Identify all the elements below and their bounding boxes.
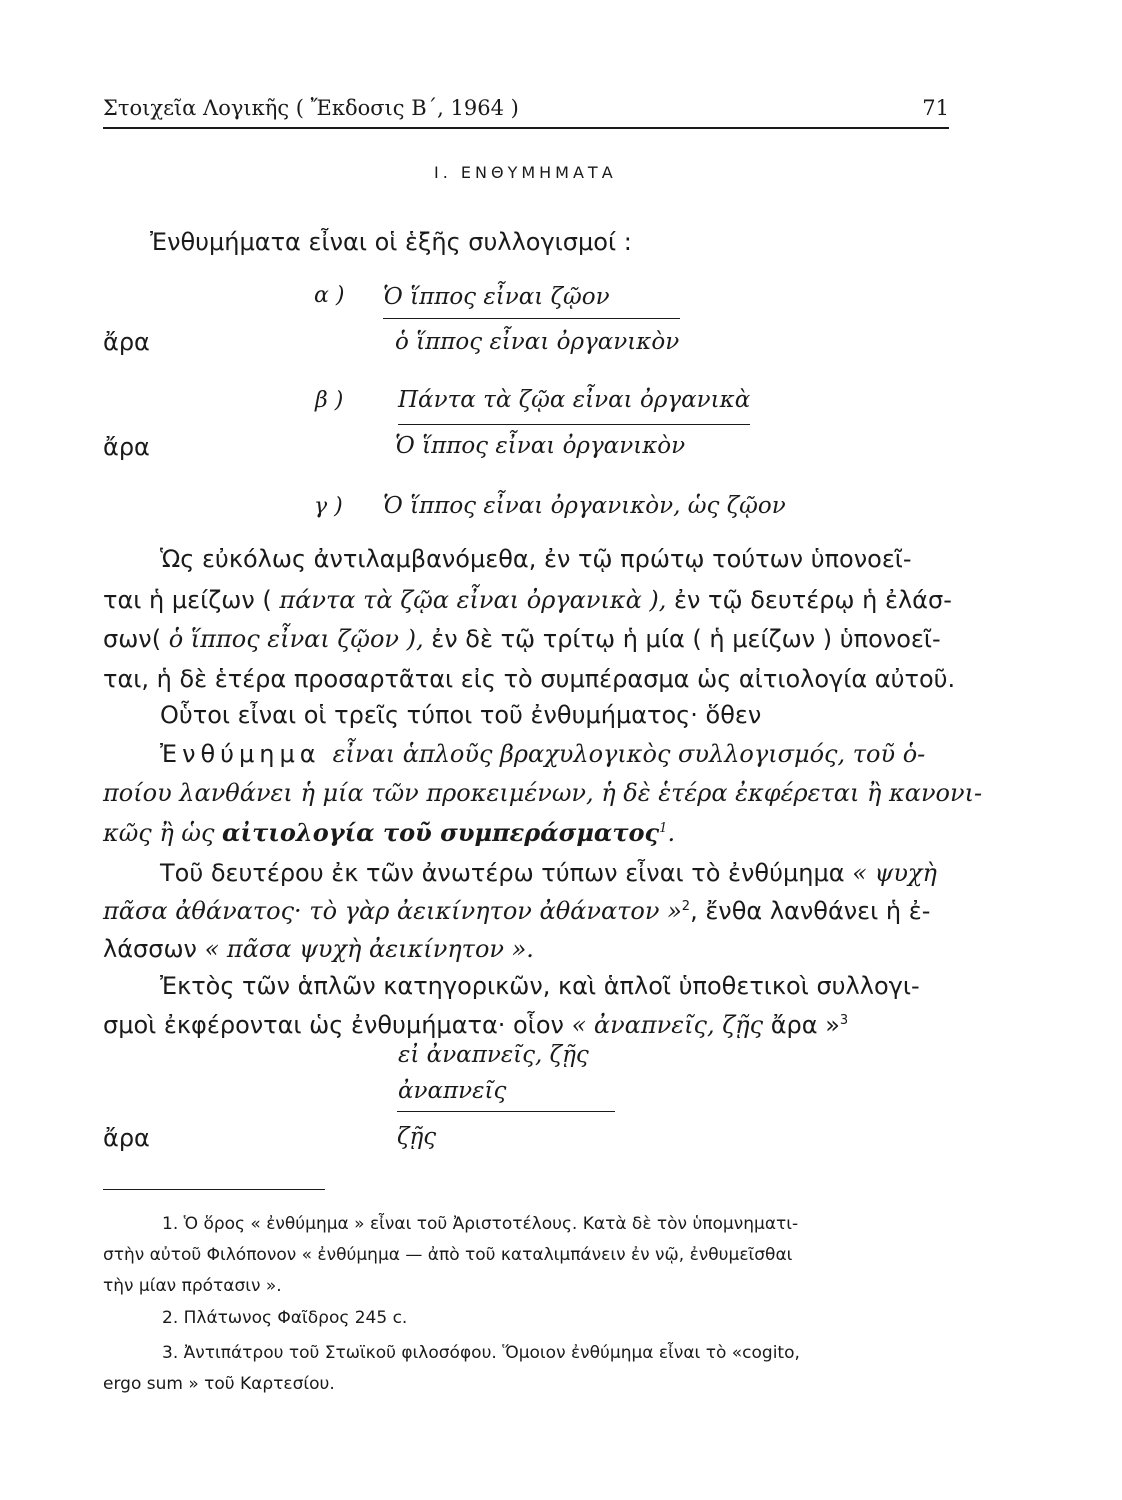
definition-line3: κῶς ἢ ὡς αἰτιολογία τοῦ συμπεράσματος$^1$.: [103, 818, 676, 847]
syllogism-b-rule: [398, 424, 750, 425]
footnote-2: 2. Πλάτωνος Φαῖδρος 245 c.: [162, 1308, 408, 1328]
para1-line4: ται, ἡ δὲ ἑτέρα προσαρτᾶται εἰς τὸ συμπέρασμα ὡς αἰτιολογία αὐτοῦ.: [103, 665, 956, 693]
footnote-1-line3: τὴν μίαν πρότασιν ».: [103, 1276, 282, 1296]
section-heading: I. ΕΝΘΥΜΗΜΑΤΑ: [434, 163, 617, 182]
running-header: Στοιχεῖα Λογικῆς ( Ἔκδοσις Β΄, 1964 ): [103, 96, 519, 120]
syllogism-g-statement: Ὁ ἵππος εἶναι ὀργανικὸν, ὡς ζῷον: [383, 493, 786, 519]
para4-line1: Ἐκτὸς τῶν ἁπλῶν κατηγορικῶν, καὶ ἁπλοῖ ὑποθετικοὶ συλλογι-: [160, 972, 920, 1000]
hypothetical-rule: [397, 1111, 615, 1112]
intro-sentence: Ἐνθυμήματα εἶναι οἱ ἑξῆς συλλογισμοί :: [150, 228, 632, 256]
syllogism-a-premise: Ὁ ἵππος εἶναι ζῷον: [383, 284, 610, 310]
header-rule: [103, 127, 949, 129]
definition-line2: ποίου λανθάνει ἡ μία τῶν προκειμένων, ἡ δὲ ἑτέρα ἐκφέρεται ἢ κανονι-: [103, 779, 983, 807]
page-number: 71: [922, 96, 949, 120]
para3-line3: λάσσων « πᾶσα ψυχὴ ἀεικίνητον ».: [103, 935, 534, 963]
para4-line2: σμοὶ ἐκφέρονται ὡς ἐνθυμήματα· οἷον « ἀναπνεῖς, ζῇς ἄρα »$^3$: [103, 1011, 849, 1039]
hypothetical-conclusion: ζῇς: [397, 1124, 437, 1150]
syllogism-b-label: β ): [315, 388, 344, 413]
footnote-1-line1: 1. Ὁ ὅρος « ἐνθύμημα » εἶναι τοῦ Ἀριστοτέλους. Κατὰ δὲ τὸν ὑπομνηματι-: [162, 1214, 799, 1234]
syllogism-a-label: α ): [314, 283, 345, 308]
ara-label-a: ἄρα: [103, 328, 150, 356]
syllogism-a-rule: [383, 318, 680, 319]
hypothetical-premise2: ἀναπνεῖς: [398, 1078, 507, 1104]
para3-line1: Τοῦ δευτέρου ἐκ τῶν ἀνωτέρω τύπων εἶναι τὸ ἐνθύμημα « ψυχὴ: [160, 859, 937, 887]
syllogism-g-label: γ ): [314, 494, 343, 519]
definition-line1: Ἐνθύμημα εἶναι ἁπλοῦς βραχυλογικὸς συλλογισμός, τοῦ ὁ-: [160, 740, 926, 768]
footnote-3-line2: ergo sum » τοῦ Καρτεσίου.: [103, 1374, 335, 1394]
ara-label-hypothetical: ἄρα: [103, 1124, 150, 1152]
para1-line2: ται ἡ μείζων ( πάντα τὰ ζῷα εἶναι ὀργανικὰ ), ἐν τῷ δευτέρῳ ἡ ἐλάσ-: [103, 586, 952, 614]
syllogism-a-conclusion: ὁ ἵππος εἶναι ὀργανικὸν: [395, 329, 680, 355]
para1-line3: σων( ὁ ἵππος εἶναι ζῷον ), ἐν δὲ τῷ τρίτῳ ἡ μία ( ἡ μείζων ) ὑπονοεῖ-: [103, 625, 941, 653]
syllogism-b-premise: Πάντα τὰ ζῷα εἶναι ὀργανικὰ: [398, 387, 751, 413]
syllogism-b-conclusion: Ὁ ἵππος εἶναι ὀργανικὸν: [395, 433, 686, 459]
para1-line1: Ὡς εὐκόλως ἀντιλαμβανόμεθα, ἐν τῷ πρώτῳ τούτων ὑπονοεῖ-: [160, 545, 912, 573]
hypothetical-premise1: εἰ ἀναπνεῖς, ζῇς: [398, 1042, 589, 1068]
para3-line2: πᾶσα ἀθάνατος· τὸ γὰρ ἀεικίνητον ἀθάνατον »$^2$, ἔνθα λανθάνει ἡ ἐ-: [103, 897, 931, 925]
footnote-1-line2: στὴν αὐτοῦ Φιλόπονον « ἐνθύμημα — ἀπὸ τοῦ καταλιμπάνειν ἐν νῷ, ἐνθυμεῖσθαι: [103, 1245, 793, 1265]
ara-label-b: ἄρα: [103, 433, 150, 461]
para2: Οὗτοι εἶναι οἱ τρεῖς τύποι τοῦ ἐνθυμήματος· ὅθεν: [160, 701, 762, 729]
footnote-rule: [103, 1189, 325, 1190]
footnote-3-line1: 3. Ἀντιπάτρου τοῦ Στωϊκοῦ φιλοσόφου. Ὅμοιον ἐνθύμημα εἶναι τὸ «cogito,: [162, 1343, 800, 1363]
